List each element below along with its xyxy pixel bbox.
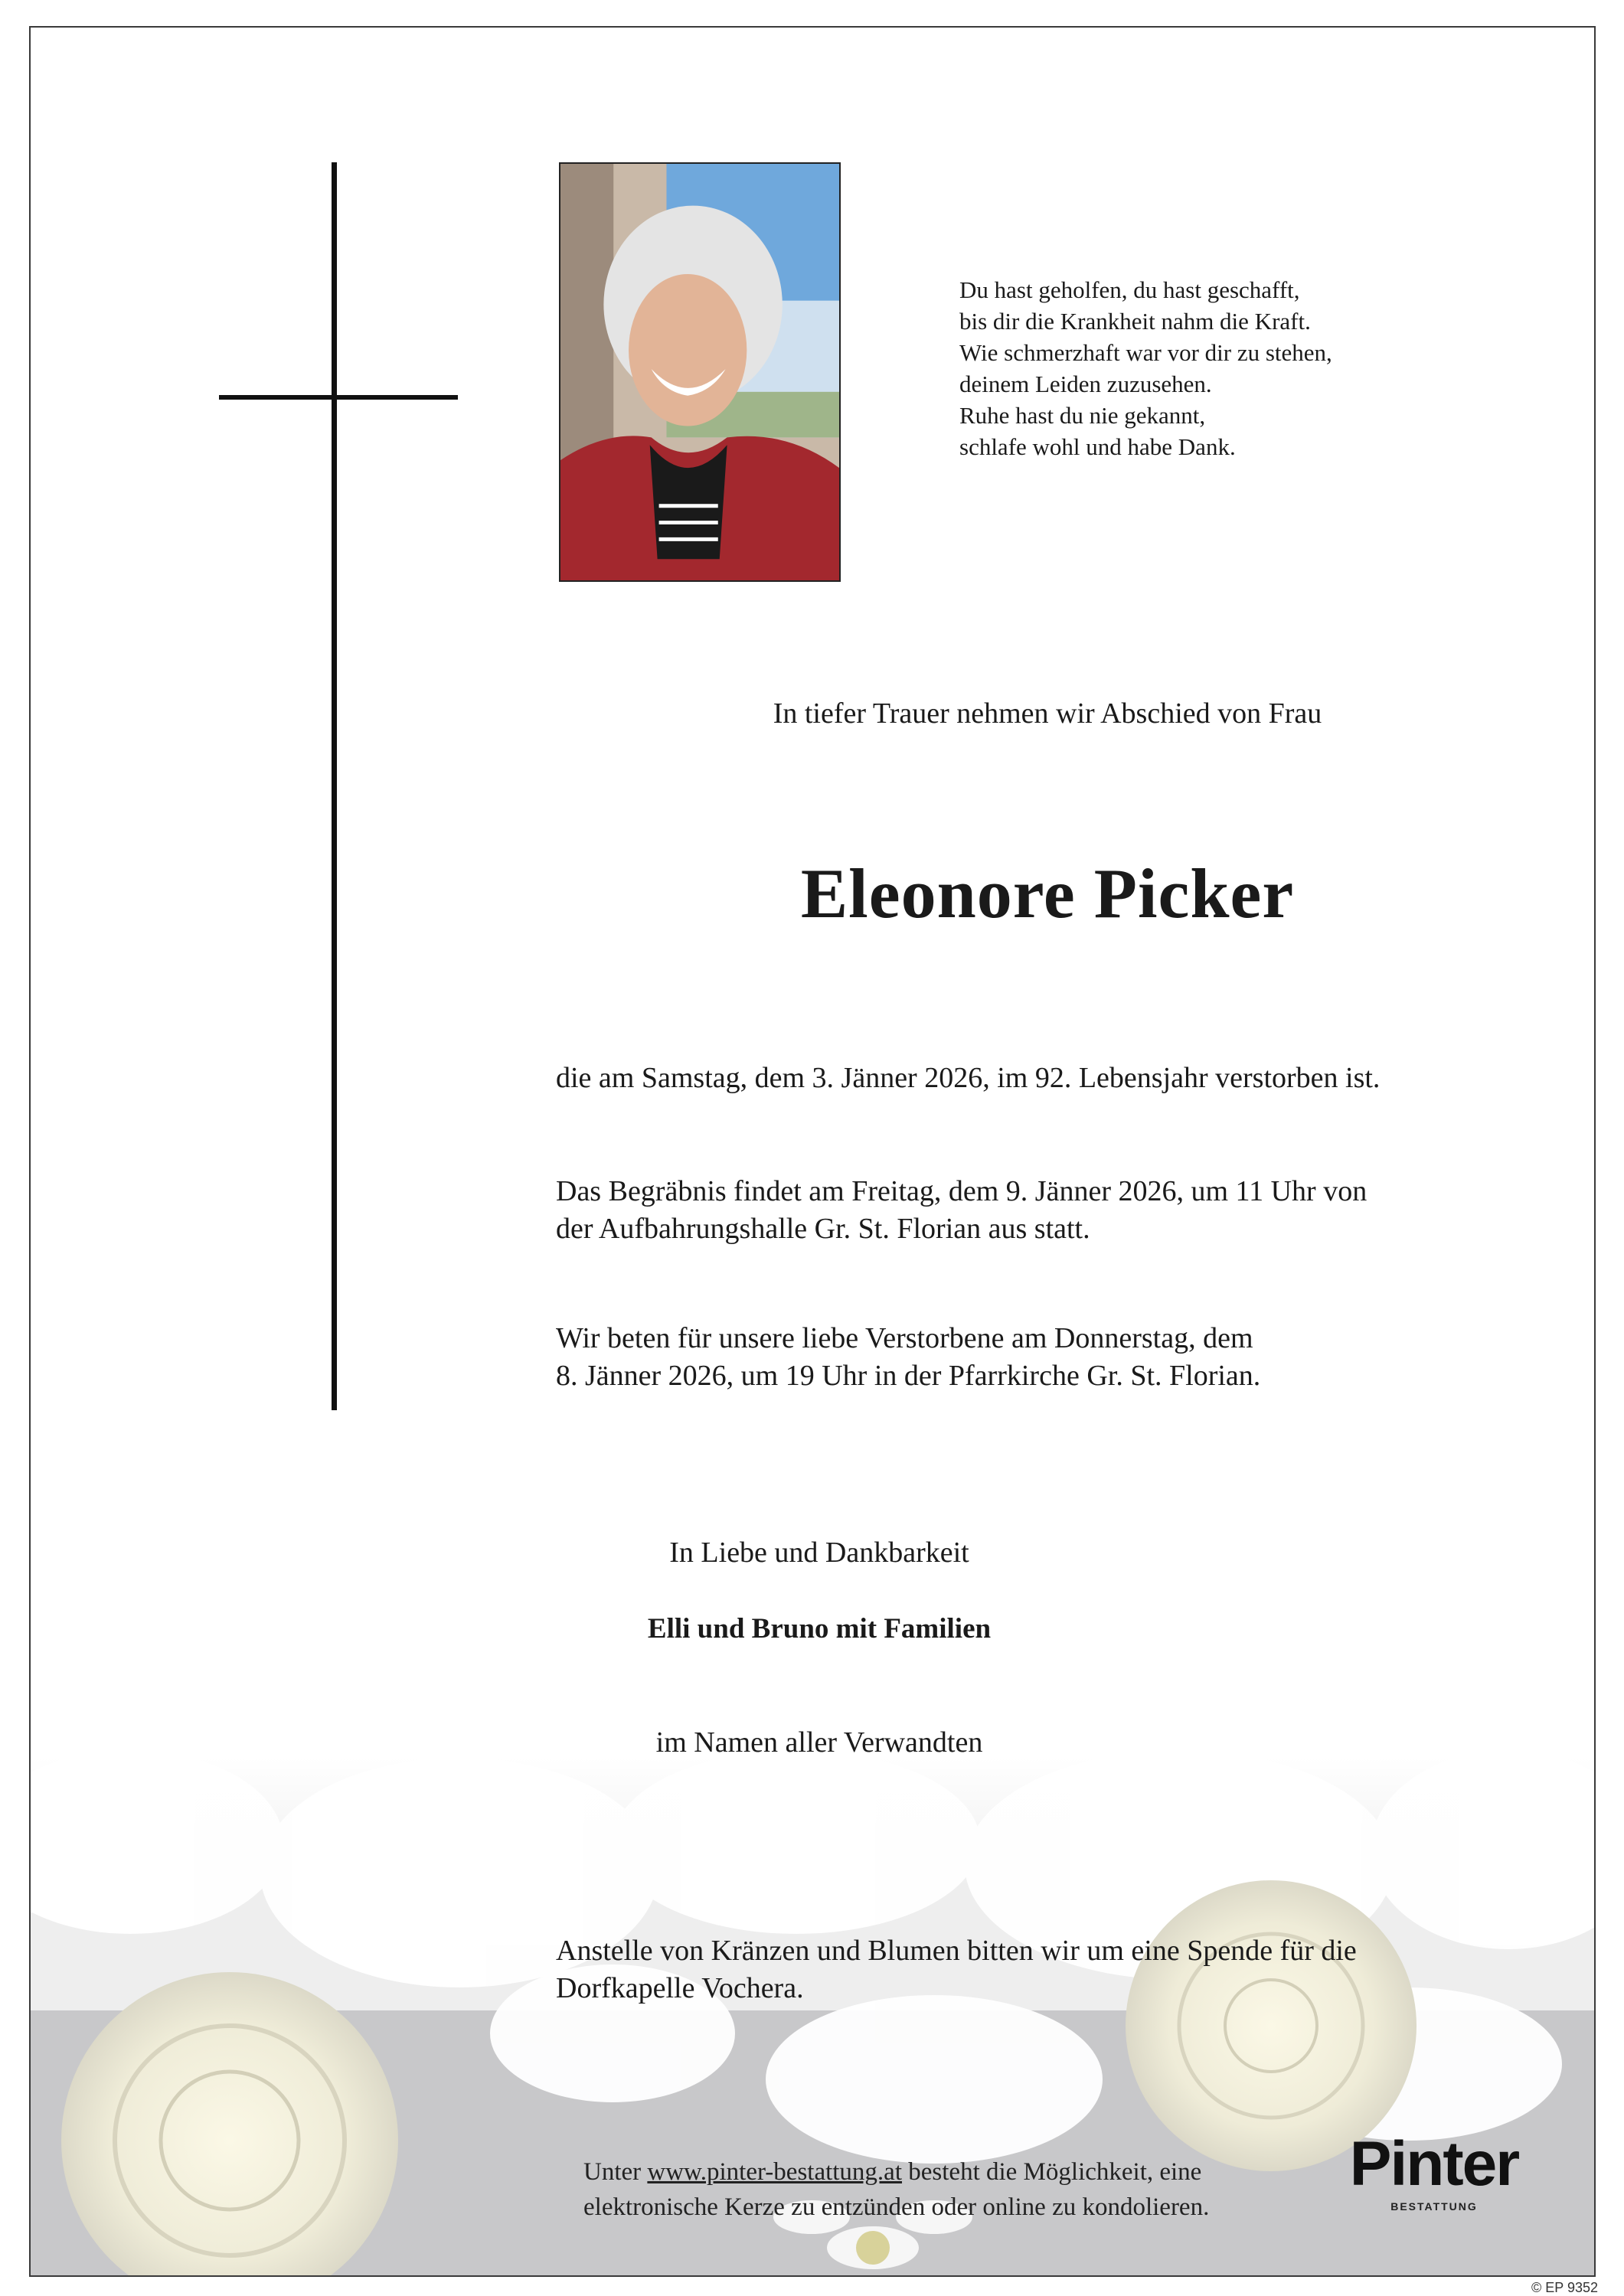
deceased-name [31,853,1596,934]
poem-line: Ruhe hast du nie gekannt, [959,402,1206,429]
donation-request [556,1932,1536,2007]
logo-subtitle: BESTATTUNG [1390,2200,1478,2213]
intro-text: In tiefer Trauer nehmen wir Abschied von Frau [773,697,1322,730]
footer-suffix: besteht die Möglichkeit, eine [902,2158,1202,2186]
poem-line: Wie schmerzhaft war vor dir zu stehen, [959,339,1332,366]
website-link[interactable]: www.pinter-bestattung.at [647,2158,903,2186]
obituary-card [29,26,1596,2277]
burial-line: der Aufbahrungshalle Gr. St. Florian aus statt. [556,1213,1090,1245]
poem-line: Du hast geholfen, du hast geschafft, [959,276,1300,303]
cross-icon-bar [219,395,458,400]
deceased-name-text: Eleonore Picker [800,854,1295,932]
prayer-info [556,1320,1536,1395]
footer-line2: elektronische Kerze zu entzünden oder online zu kondolieren. [583,2193,1210,2221]
burial-line: Das Begräbnis findet am Freitag, dem 9. Jänner 2026, um 11 Uhr von [556,1175,1367,1207]
prayer-line: Wir beten für unsere liebe Verstorbene am Donnerstag, dem [556,1322,1253,1354]
burial-info [556,1173,1536,1248]
footer-note [583,2154,1209,2225]
pinter-logo [1346,2129,1522,2213]
prayer-line: 8. Jänner 2026, um 19 Uhr in der Pfarrkirche Gr. St. Florian. [556,1360,1261,1392]
poem-line: schlafe wohl und habe Dank. [959,433,1236,460]
closing-relatives: im Namen aller Verwandten [655,1726,983,1759]
reference-number: © EP 9352 [1531,2280,1598,2295]
closing-love: In Liebe und Dankbarkeit [669,1537,969,1569]
donation-line: Anstelle von Kränzen und Blumen bitten wir um eine Spende für die [556,1935,1357,1967]
logo-name: Pinter [1349,2129,1519,2199]
closing-family: Elli und Bruno mit Familien [647,1613,992,1644]
poem [959,274,1495,462]
footer-prefix: Unter [583,2158,648,2186]
portrait-photo [559,162,841,582]
poem-line: deinem Leiden zuzusehen. [959,371,1212,397]
death-notice: die am Samstag, dem 3. Jänner 2026, im 92. Lebensjahr verstorben ist. [556,1062,1381,1094]
donation-line: Dorfkapelle Vochera. [556,1972,804,2004]
poem-line: bis dir die Krankheit nahm die Kraft. [959,308,1311,335]
cross-icon [332,162,337,1410]
intro-line [31,697,1596,730]
